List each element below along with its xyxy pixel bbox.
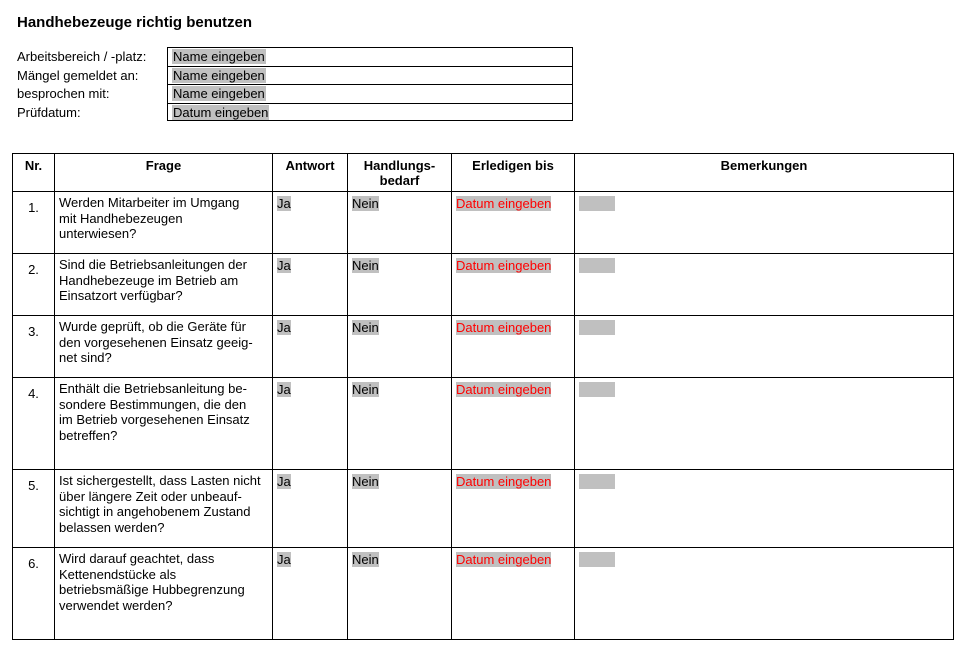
question-line: betriebsmäßige Hubbegrenzung: [59, 582, 245, 597]
answer-dropdown[interactable]: Ja: [277, 474, 291, 489]
answer-dropdown[interactable]: Ja: [277, 552, 291, 567]
row-number: 1.: [13, 192, 55, 254]
header-handlung-line2: bedarf: [379, 173, 420, 188]
question-line: Wird darauf geachtet, dass: [59, 551, 215, 566]
answer-dropdown[interactable]: Ja: [277, 196, 291, 211]
answer-cell: [273, 548, 348, 640]
question-text: [55, 192, 273, 254]
info-box: [167, 103, 573, 122]
question-line: Enthält die Betriebsanleitung be-: [59, 381, 247, 396]
action-cell: [348, 316, 452, 378]
question-line: net sind?: [59, 350, 112, 365]
header-frage: Frage: [55, 154, 273, 192]
info-label: Prüfdatum:: [17, 104, 81, 120]
action-needed-dropdown[interactable]: Nein: [352, 382, 379, 397]
question-line: den vorgesehenen Einsatz geeig-: [59, 334, 253, 350]
question-line: belassen werden?: [59, 519, 165, 535]
action-needed-dropdown[interactable]: Nein: [352, 320, 379, 335]
due-cell: [452, 470, 575, 548]
remarks-field[interactable]: [579, 196, 615, 211]
answer-cell: [273, 378, 348, 470]
question-line: verwendet werden?: [59, 597, 173, 613]
answer-dropdown[interactable]: Ja: [277, 258, 291, 273]
info-box: [167, 84, 573, 103]
remarks-cell: [575, 548, 954, 640]
action-cell: [348, 470, 452, 548]
due-date-field[interactable]: Datum eingeben: [456, 258, 552, 273]
table-row: [13, 254, 954, 316]
due-date-field[interactable]: Datum eingeben: [456, 320, 552, 335]
action-cell: [348, 192, 452, 254]
info-box: [167, 47, 573, 66]
action-needed-dropdown[interactable]: Nein: [352, 196, 379, 211]
name-field[interactable]: Name eingeben: [173, 49, 265, 64]
header-antwort: Antwort: [273, 154, 348, 192]
action-cell: [348, 378, 452, 470]
table-row: [13, 470, 954, 548]
row-number: 5.: [13, 470, 55, 548]
question-text: [55, 470, 273, 548]
row-number: 4.: [13, 378, 55, 470]
remarks-field[interactable]: [579, 320, 615, 335]
info-label: Arbeitsbereich / -platz:: [17, 49, 147, 64]
info-label: besprochen mit:: [17, 86, 110, 101]
question-line: mit Handhebezeugen: [59, 210, 183, 226]
answer-dropdown[interactable]: Ja: [277, 320, 291, 335]
info-label: Mängel gemeldet an:: [17, 67, 139, 83]
question-line: Wurde geprüft, ob die Geräte für: [59, 319, 246, 334]
due-cell: [452, 192, 575, 254]
due-date-field[interactable]: Datum eingeben: [456, 474, 552, 489]
due-date-field[interactable]: Datum eingeben: [456, 382, 552, 397]
remarks-field[interactable]: [579, 552, 615, 567]
table-row: [13, 548, 954, 640]
name-field[interactable]: Name eingeben: [173, 86, 265, 101]
table-row: [13, 316, 954, 378]
due-cell: [452, 316, 575, 378]
header-bemerkungen: Bemerkungen: [575, 154, 954, 192]
row-number: 3.: [13, 316, 55, 378]
due-cell: [452, 548, 575, 640]
due-date-field[interactable]: Datum eingeben: [456, 552, 552, 567]
remarks-cell: [575, 470, 954, 548]
question-line: Kettenendstücke als: [59, 566, 177, 582]
question-text: [55, 254, 273, 316]
question-line: Sind die Betriebsanleitungen der: [59, 257, 247, 272]
question-line: Einsatzort verfügbar?: [59, 288, 183, 303]
question-line: sondere Bestimmungen, die den: [59, 396, 247, 412]
name-field[interactable]: Name eingeben: [173, 67, 265, 83]
remarks-cell: [575, 316, 954, 378]
action-needed-dropdown[interactable]: Nein: [352, 552, 379, 567]
action-cell: [348, 254, 452, 316]
table-header-row: [13, 154, 954, 192]
action-cell: [348, 548, 452, 640]
question-line: im Betrieb vorgesehenen Einsatz: [59, 412, 250, 427]
question-line: Ist sichergestellt, dass Lasten nicht: [59, 473, 261, 488]
question-line: sichtigt in angehobenem Zustand: [59, 504, 251, 519]
checklist-table: [12, 153, 954, 640]
remarks-field[interactable]: [579, 258, 615, 273]
question-text: [55, 378, 273, 470]
question-text: [55, 316, 273, 378]
row-number: 6.: [13, 548, 55, 640]
header-handlung-line1: Handlungs-: [363, 158, 436, 173]
due-cell: [452, 378, 575, 470]
answer-cell: [273, 192, 348, 254]
action-needed-dropdown[interactable]: Nein: [352, 258, 379, 273]
remarks-cell: [575, 378, 954, 470]
remarks-cell: [575, 254, 954, 316]
answer-cell: [273, 470, 348, 548]
action-needed-dropdown[interactable]: Nein: [352, 474, 379, 489]
remarks-field[interactable]: [579, 474, 615, 489]
row-number: 2.: [13, 254, 55, 316]
remarks-field[interactable]: [579, 382, 615, 397]
header-erledigen: Erledigen bis: [452, 154, 575, 192]
answer-dropdown[interactable]: Ja: [277, 382, 291, 397]
table-row: [13, 378, 954, 470]
table-row: [13, 192, 954, 254]
header-nr: Nr.: [13, 154, 55, 192]
info-box: [167, 66, 573, 85]
answer-cell: [273, 316, 348, 378]
due-cell: [452, 254, 575, 316]
question-line: Handhebezeuge im Betrieb am: [59, 272, 239, 288]
question-line: betreffen?: [59, 427, 118, 443]
remarks-cell: [575, 192, 954, 254]
answer-cell: [273, 254, 348, 316]
due-date-field[interactable]: Datum eingeben: [456, 196, 552, 211]
question-line: Werden Mitarbeiter im Umgang: [59, 195, 240, 210]
question-text: [55, 548, 273, 640]
date-field[interactable]: Datum eingeben: [173, 104, 269, 120]
page-title: Handhebezeuge richtig benutzen: [17, 14, 253, 31]
header-handlungsbedarf: [348, 154, 452, 192]
question-line: unterwiesen?: [59, 226, 137, 241]
question-line: über längere Zeit oder unbeauf-: [59, 488, 242, 504]
